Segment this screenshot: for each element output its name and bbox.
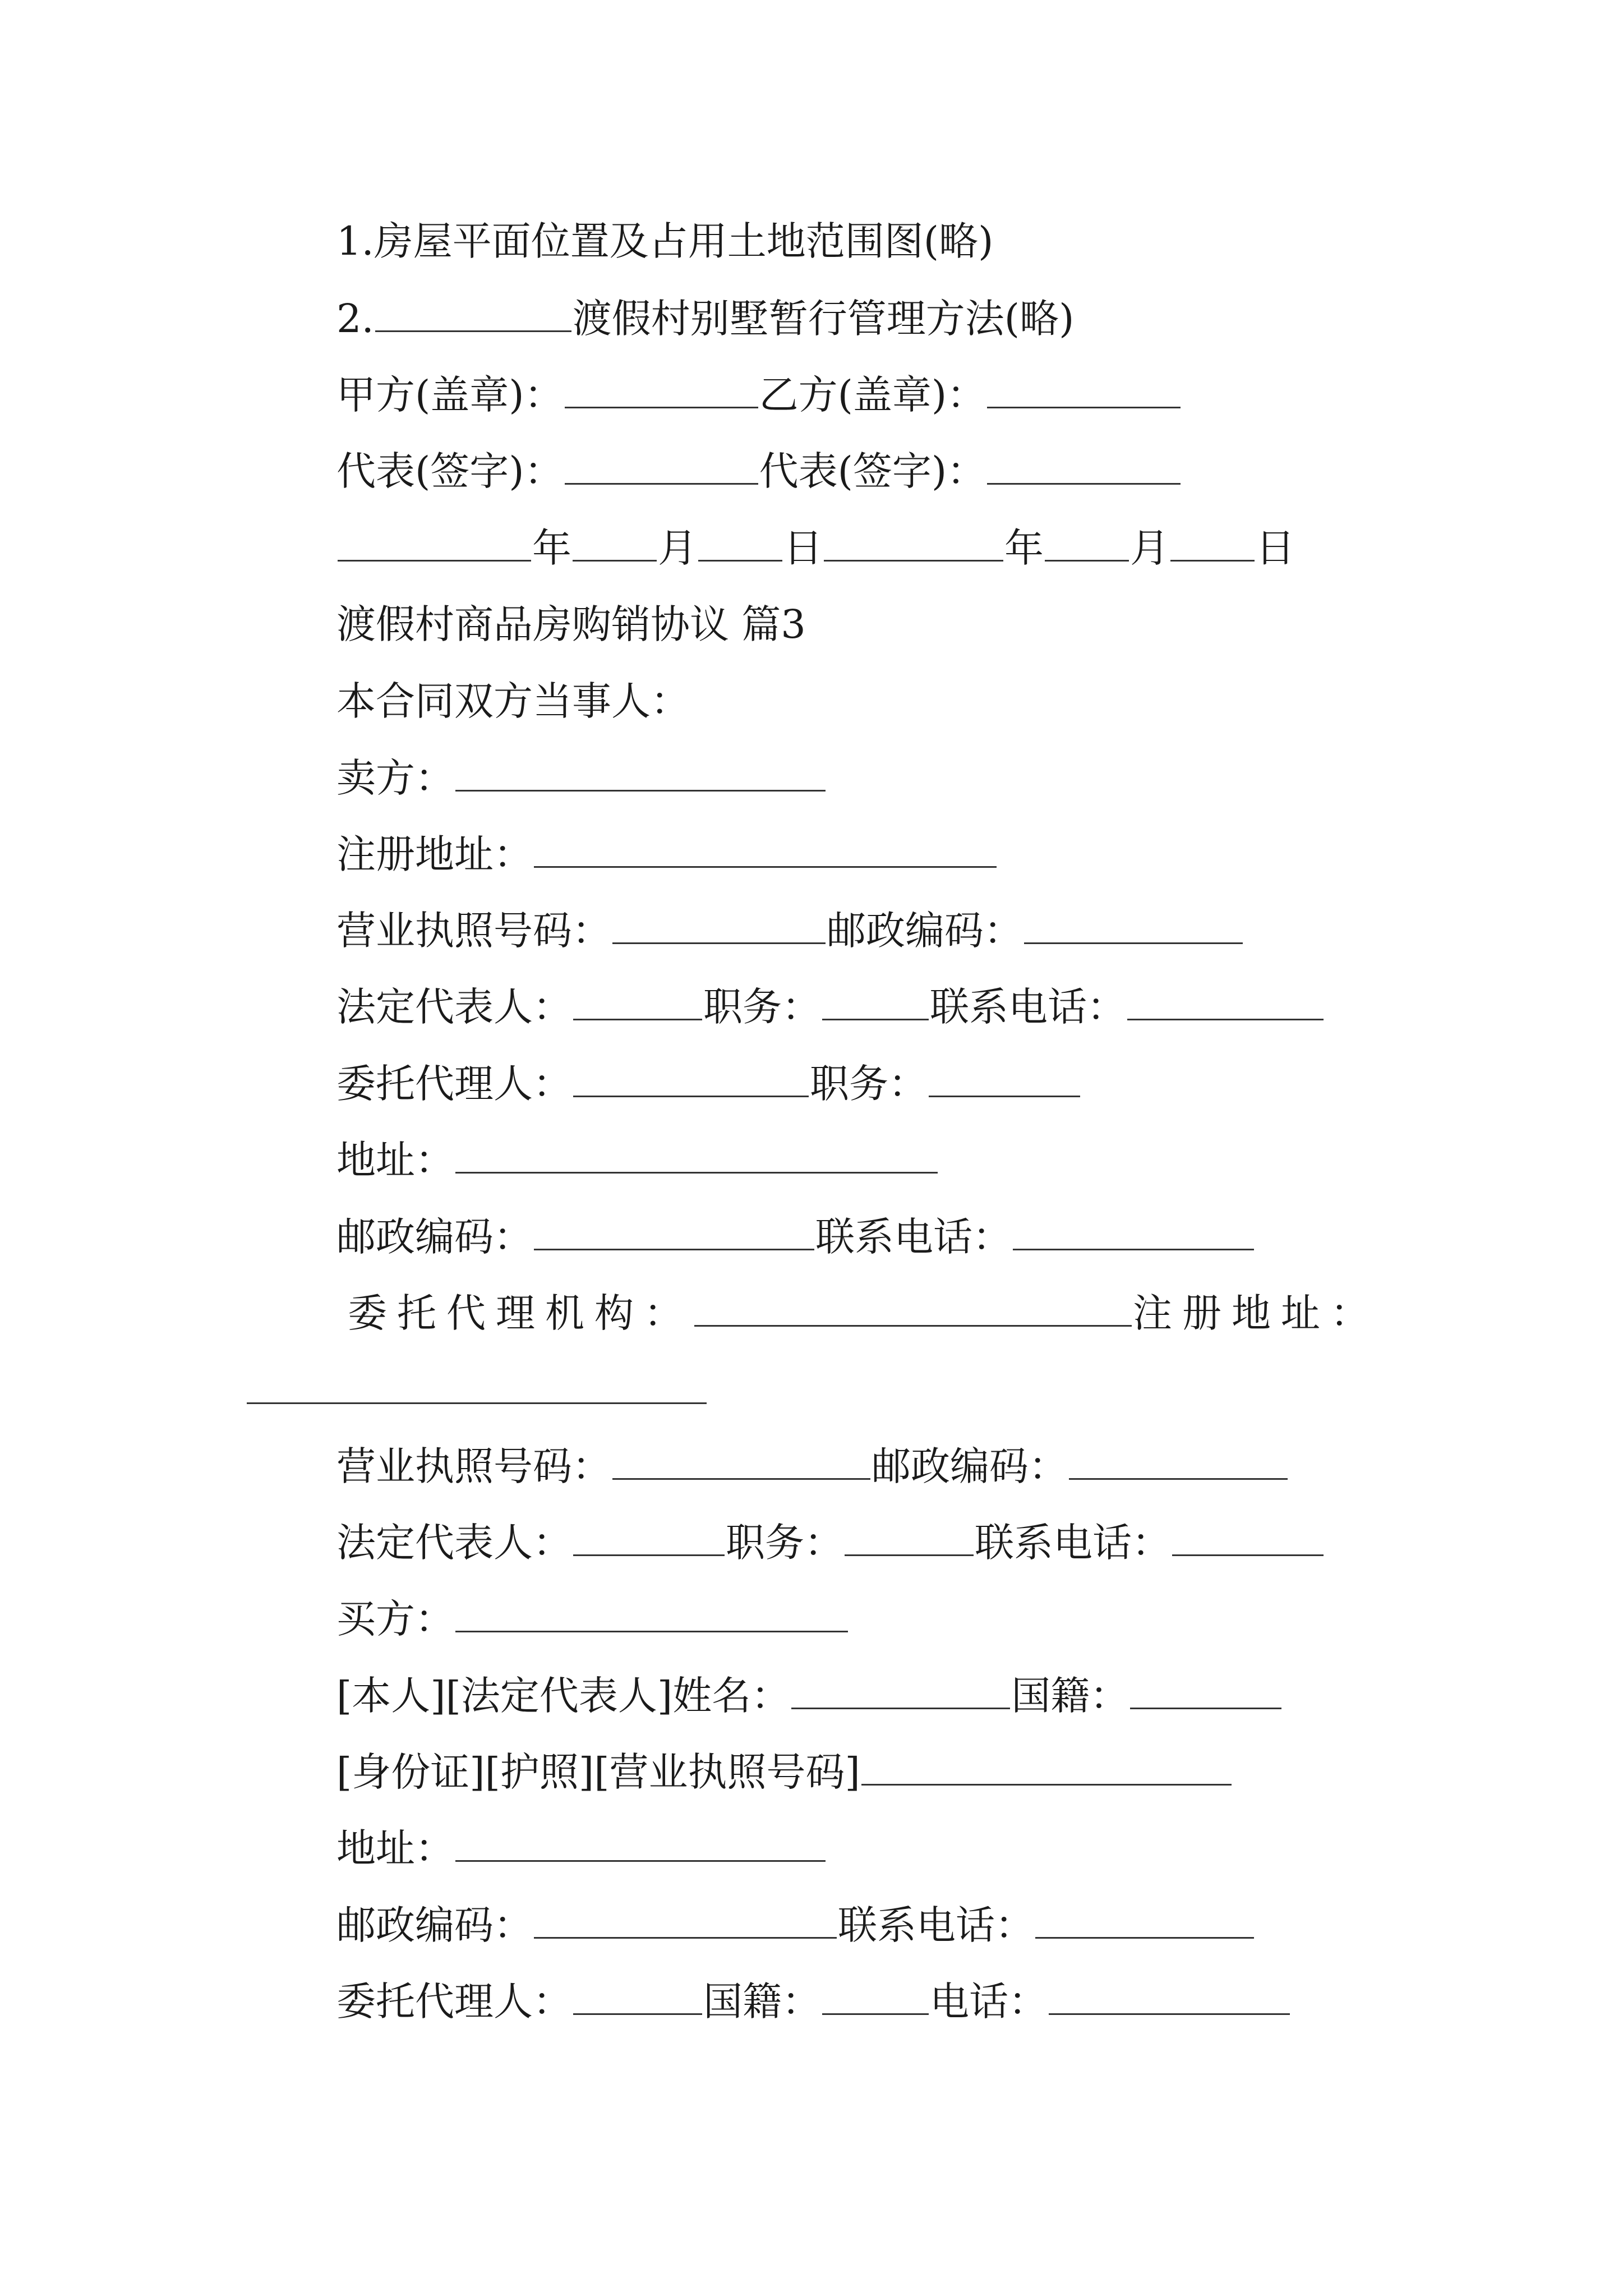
month-blank[interactable] [1045, 525, 1129, 562]
blank-line[interactable] [375, 296, 571, 332]
seller-row: 卖方： [336, 753, 827, 803]
phone-blank[interactable] [1035, 1902, 1254, 1939]
seller-legal-rep-row: 法定代表人： 职务： 联系电话： [336, 982, 1325, 1032]
year-blank[interactable] [338, 525, 531, 562]
registered-address-blank[interactable] [534, 831, 997, 868]
address-blank[interactable] [455, 1137, 938, 1174]
annex-item-2: 2. 渡假村别墅暂行管理方法(略) [336, 296, 1075, 342]
seller-address-row: 地址： [336, 1135, 939, 1185]
buyer-blank[interactable] [455, 1596, 848, 1632]
agency-address-blank[interactable] [247, 1402, 707, 1404]
date-row: 年 月 日 年 月 日 [336, 523, 1295, 573]
position-blank[interactable] [845, 1520, 974, 1556]
name-blank[interactable] [791, 1673, 1010, 1709]
seller-license-row: 营业执照号码： 邮政编码： [336, 905, 1244, 956]
phone-blank[interactable] [1172, 1520, 1324, 1556]
license-blank[interactable] [612, 908, 826, 944]
annex-item-1: 1.房屋平面位置及占用土地范围图(略) [336, 218, 994, 264]
agent-blank[interactable] [573, 1978, 702, 2015]
rep-b-sign-blank[interactable] [987, 448, 1181, 485]
buyer-postcode-row: 邮政编码： 联系电话： [336, 1900, 1255, 1950]
seller-postcode-row: 邮政编码： 联系电话： [336, 1212, 1255, 1262]
buyer-id-row: [身份证][护照][营业执照号码] [336, 1747, 1233, 1797]
day-blank[interactable] [1170, 525, 1255, 562]
agent-blank[interactable] [573, 1061, 809, 1097]
year-blank[interactable] [824, 525, 1003, 562]
nationality-blank[interactable] [822, 1978, 929, 2015]
phone-blank[interactable] [1049, 1978, 1290, 2015]
postcode-blank[interactable] [1024, 908, 1243, 944]
agency-license-row: 营业执照号码： 邮政编码： [336, 1441, 1289, 1492]
month-blank[interactable] [573, 525, 657, 562]
address-blank[interactable] [455, 1825, 826, 1862]
buyer-address-row: 地址： [336, 1823, 827, 1874]
agency-blank[interactable] [694, 1290, 1132, 1327]
party-b-seal-blank[interactable] [987, 372, 1181, 408]
sign-row: 代表(签字)： 代表(签字)： [336, 446, 1182, 496]
postcode-blank[interactable] [534, 1902, 837, 1939]
parties-intro: 本合同双方当事人： [336, 678, 690, 724]
license-blank[interactable] [612, 1443, 870, 1480]
id-number-blank[interactable] [861, 1749, 1232, 1786]
buyer-name-row: [本人][法定代表人]姓名： 国籍： [336, 1671, 1283, 1721]
agency-legal-rep-row: 法定代表人： 职务： 联系电话： [336, 1517, 1325, 1568]
postcode-blank[interactable] [534, 1214, 814, 1250]
legal-rep-blank[interactable] [573, 1520, 725, 1556]
buyer-agent-row: 委托代理人： 国籍： 电话： [336, 1976, 1291, 2027]
legal-rep-blank[interactable] [573, 984, 702, 1020]
seller-blank[interactable] [455, 755, 826, 792]
seal-row: 甲方(盖章)： 乙方(盖章)： [336, 370, 1182, 420]
seller-registered-address-row: 注册地址： [336, 829, 998, 880]
position-blank[interactable] [822, 984, 929, 1020]
buyer-row: 买方： [336, 1594, 849, 1644]
day-blank[interactable] [698, 525, 782, 562]
postcode-blank[interactable] [1069, 1443, 1288, 1480]
phone-blank[interactable] [1013, 1214, 1254, 1250]
seller-agent-row: 委托代理人： 职务： [336, 1059, 1081, 1109]
party-a-seal-blank[interactable] [565, 372, 758, 408]
agency-row: 委托代理机构： 注册地址： [348, 1290, 1380, 1336]
contract-title: 渡假村商品房购销协议 篇3 [336, 601, 806, 647]
rep-a-sign-blank[interactable] [565, 448, 758, 485]
phone-blank[interactable] [1127, 984, 1324, 1020]
nationality-blank[interactable] [1130, 1673, 1281, 1709]
position-blank[interactable] [929, 1061, 1080, 1097]
